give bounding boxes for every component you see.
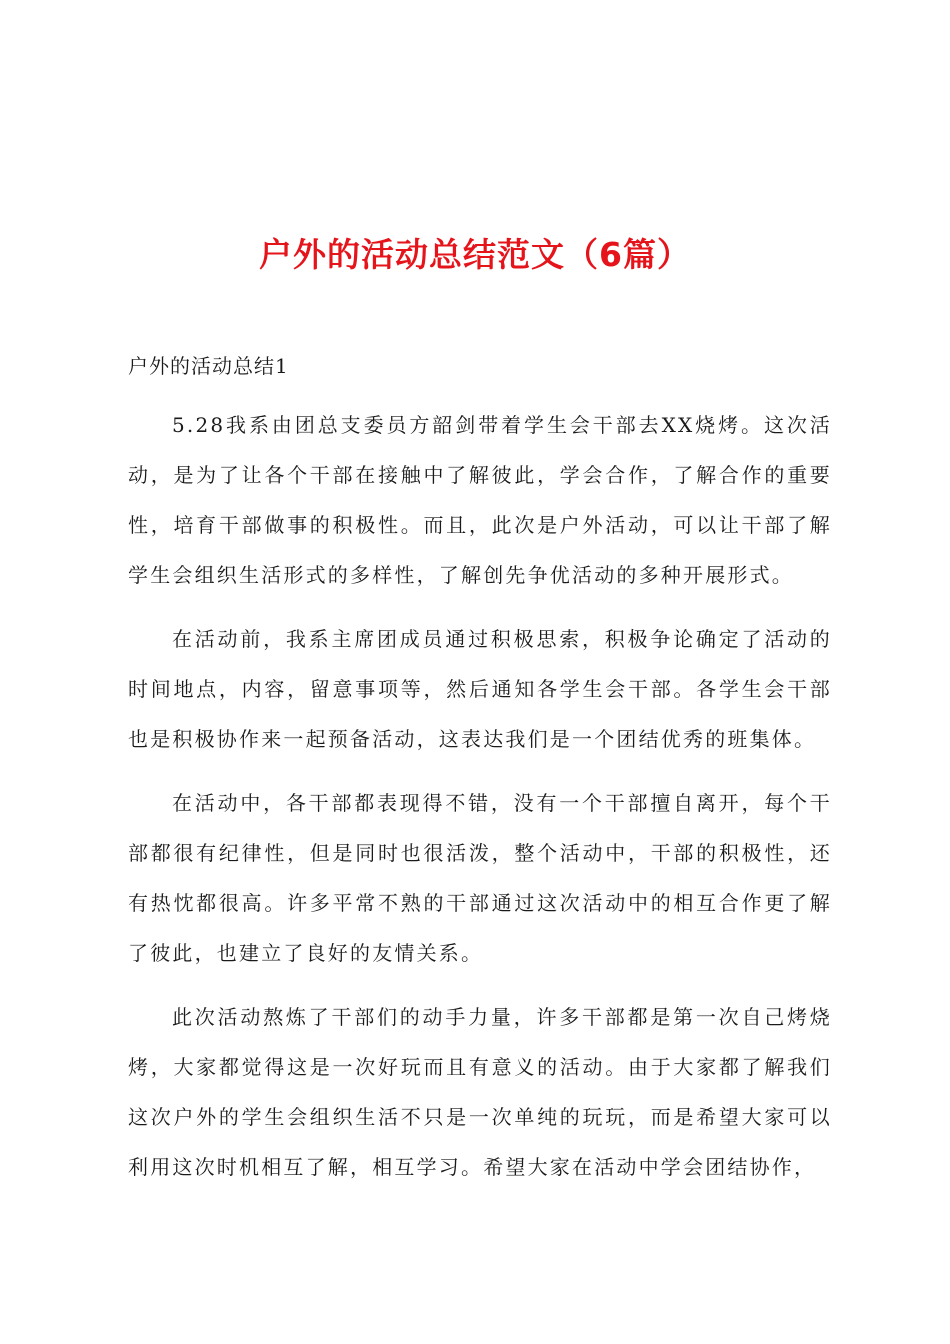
paragraph-2: 在活动前，我系主席团成员通过积极思索，积极争论确定了活动的时间地点，内容，留意事项等，然后通知各学生会干部。各学生会干部也是积极协作来一起预备活动，这表达我们是一个团结优秀的班集体。 [128, 627, 832, 751]
document-title: 户外的活动总结范文（6篇） [259, 235, 691, 275]
document-body [128, 346, 832, 1192]
paragraph-3: 在活动中，各干部都表现得不错，没有一个干部擅自离开，每个干部都很有纪律性，但是同时也很活泼，整个活动中，干部的积极性，还有热忱都很高。许多平常不熟的干部通过这次活动中的相互合作更了解了彼此，也建立了良好的友情关系。 [128, 791, 832, 965]
section-heading: 户外的活动总结1 [128, 354, 289, 378]
paragraph-4: 此次活动熬炼了干部们的动手力量，许多干部都是第一次自己烤烧烤，大家都觉得这是一次好玩而且有意义的活动。由于大家都了解我们这次户外的学生会组织生活不只是一次单纯的玩玩，而是希望大家可以利用这次时机相互了解，相互学习。希望大家在活动中学会团结协作， [128, 1005, 832, 1179]
paragraph-1: 5.28我系由团总支委员方韶剑带着学生会干部去XX烧烤。这次活动，是为了让各个干部在接触中了解彼此，学会合作，了解合作的重要性，培育干部做事的积极性。而且，此次是户外活动，可以让干部了解学生会组织生活形式的多样性，了解创先争优活动的多种开展形式。 [128, 413, 832, 587]
